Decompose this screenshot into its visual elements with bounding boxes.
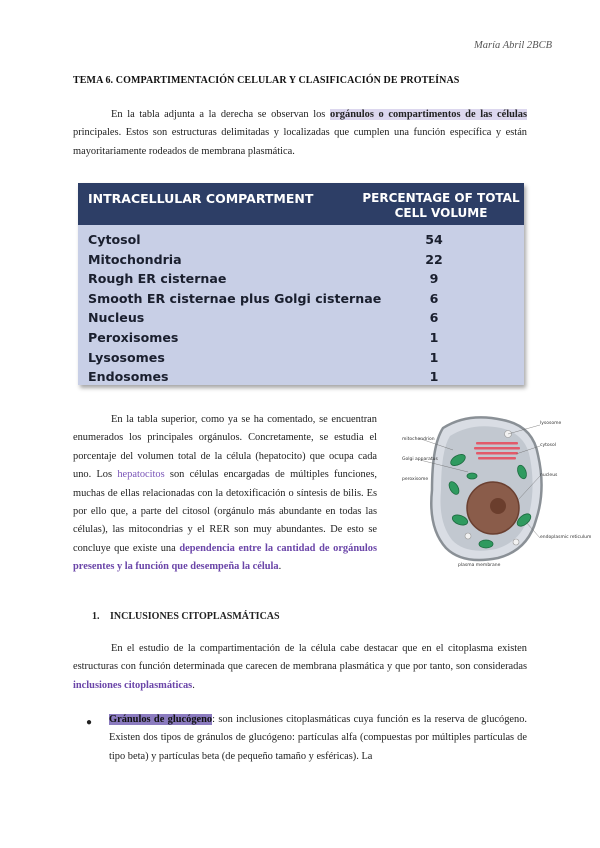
- row-name: Mitochondria: [88, 251, 182, 267]
- inclusiones-term: inclusiones citoplasmáticas: [73, 679, 193, 691]
- row-value: 1: [429, 329, 439, 345]
- table-row: [78, 329, 524, 349]
- table-row: [78, 349, 524, 369]
- label-golgi: Golgi apparatus: [402, 457, 438, 462]
- section-number: 1.: [92, 611, 100, 622]
- p2-text-2: son células encargadas de múltiples funciones, muchas de ellas relacionadas con la detoxificación o síntesis de bilis. Es por ello que, a parte del citosol (orgánulo más abundante en todas las células), las mitocondrias y el RER son muy abundantes. De esto se concluye que existe una: [73, 469, 378, 554]
- table-row: [78, 290, 524, 310]
- inclusions-paragraph: [73, 640, 527, 695]
- hepatocitos-link[interactable]: hepatocitos: [117, 469, 165, 481]
- intro-highlight: orgánulos o compartimentos de las células: [330, 109, 527, 120]
- p3-text-2: .: [192, 679, 195, 691]
- label-nucleus: nucleus: [540, 473, 558, 478]
- p3-text-1: En el estudio de la compartimentación de la célula cabe destacar que en el citoplasma existen estructuras con función determinada que carecen de membrana plasmática y que por tanto, son consideradas: [73, 643, 527, 673]
- compartment-table: [78, 183, 524, 385]
- row-name: Lysosomes: [88, 349, 165, 365]
- header-percentage: PERCENTAGE OF TOTAL CELL VOLUME: [362, 191, 520, 220]
- row-value: 1: [429, 349, 439, 365]
- glycogen-bullet: [109, 711, 527, 766]
- author-name: María Abril 2BCB: [474, 40, 552, 51]
- section-heading: [92, 611, 280, 622]
- label-peroxisome: peroxisome: [402, 477, 429, 482]
- label-cytosol: cytosol: [540, 443, 557, 448]
- table-row: [78, 309, 524, 329]
- glycogen-text: : son inclusiones citoplasmáticas cuya función es la reserva de glucógeno. Existen dos tipos de gránulos de glucógeno: partículas alfa (compuestas por múltiples partículas de tipo beta) y partículas beta (de pequeño tamaño y esféricas). La: [109, 714, 527, 762]
- label-membrane: plasma membrane: [458, 563, 501, 568]
- p2-text-3: .: [278, 561, 282, 573]
- table-body: [78, 231, 524, 388]
- row-name: Cytosol: [88, 232, 141, 247]
- p2-conclusion: dependencia entre la cantidad de orgánulos presentes y la función que desempeña la célula: [73, 542, 377, 573]
- label-er: endoplasmic reticulum: [540, 535, 592, 540]
- p2-text-1: En la tabla superior, como ya se ha comentado, se encuentran enumerados los principales orgánulos. Concretamente, se estudia el porcentaje del volumen total de la célula (hepatocito) que ocupa cada uno. Los: [73, 414, 377, 481]
- row-value: 22: [425, 251, 443, 267]
- row-name: Nucleus: [88, 310, 145, 326]
- intro-paragraph: [73, 106, 527, 161]
- row-value: 54: [425, 232, 443, 247]
- row-name: Smooth ER cisternae plus Golgi cisternae: [88, 290, 382, 306]
- row-value: 6: [429, 290, 439, 306]
- table-row: [78, 270, 524, 290]
- row-name: Rough ER cisternae: [88, 271, 227, 287]
- table-row: [78, 231, 524, 251]
- document-title: TEMA 6. COMPARTIMENTACIÓN CELULAR Y CLASIFICACIÓN DE PROTEÍNAS: [73, 75, 460, 86]
- section-title: INCLUSIONES CITOPLASMÁTICAS: [110, 611, 280, 622]
- header-compartment: INTRACELLULAR COMPARTMENT: [88, 191, 314, 206]
- glycogen-term: Gránulos de glucógeno: [109, 714, 213, 725]
- row-value: 9: [429, 271, 439, 287]
- cell-illustration: [398, 410, 592, 570]
- bullet-icon: ●: [86, 717, 93, 728]
- table-header: [78, 183, 524, 225]
- label-mitochondrion: mitochondrion: [402, 437, 435, 442]
- row-value: 1: [429, 369, 439, 385]
- hepatocyte-paragraph: [73, 411, 377, 577]
- intro-text-1: En la tabla adjunta a la derecha se observan los: [111, 109, 330, 120]
- intro-text-2: principales. Estos son estructuras delimitadas y localizadas que cumplen una función específica y están mayoritariamente rodeados de membrana plasmática.: [73, 127, 527, 157]
- label-lysosome: lysosome: [540, 421, 562, 426]
- row-name: Peroxisomes: [88, 329, 179, 345]
- table-row: [78, 368, 524, 388]
- table-row: [78, 251, 524, 271]
- row-value: 6: [429, 310, 439, 326]
- hepatocyte-diagram: [398, 410, 592, 570]
- row-name: Endosomes: [88, 369, 169, 385]
